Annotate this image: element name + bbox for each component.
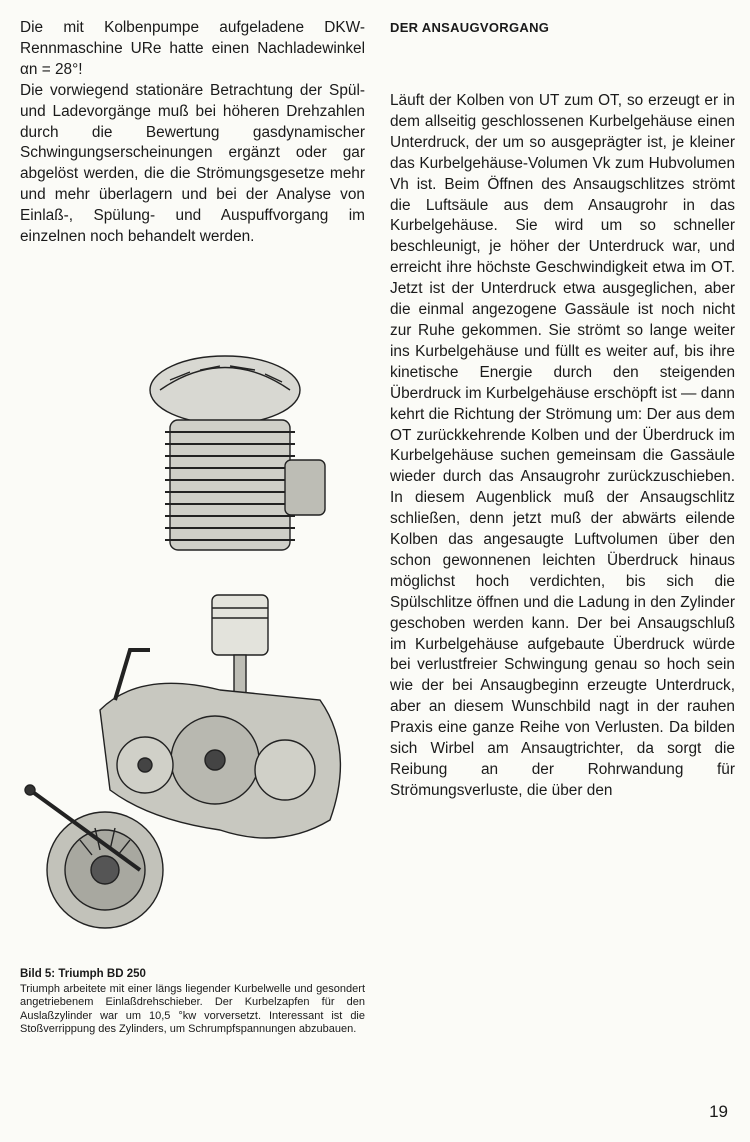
caption-text: Triumph arbeitete mit einer längs liegender Kurbelwelle und gesondert angetriebenem Einlaßdrehschieber. Der Kurbelzapfen für den Auslaßzylinder war um 10,5 °kw vorversetzt. Interessant ist die Stoßverrippung des Zylinders, um Schrumpfspannungen abzubauen. <box>20 983 365 1035</box>
page-number: 19 <box>709 1102 728 1121</box>
intake-paragraph: Läuft der Kolben von UT zum OT, so erzeugt er in dem allseitig geschlossenen Kurbelgehäuse einen Unterdruck, der um so ausgeprägter ist, je kleiner das Kurbelgehäuse-Volumen Vk zum Hubvolumen Vh ist. Beim Öffnen des Ansaugschlitzes strömt die Luftsäule aus dem Ansaugrohr in das Kurbelgehäuse. Sie wird um so schneller beschleunigt, je höher der Unterdruck war, und erreicht ihre höchste Geschwindigkeit etwa im OT. Jetzt ist der Unterdruck etwa ausgeglichen, aber die einmal angezogene Gassäule ist noch nicht zur Ruhe gekommen. Sie strömt so lange weiter ins Kurbelgehäuse und füllt es weiter auf, bis ihre kinetische Energie durch den steigenden Überdruck im Kurbelgehäuse erschöpft ist — dann kehrt die Richtung der Strömung um: Der aus dem OT zurückkehrende Kolben und der Überdruck im Kurbelgehäuse suchen gemeinsam die Gassäule wieder durch das Ansaugrohr zurückzuschieben. In diesem Augenblick muß der Ansaugschlitz schließen, denn jetzt muß der abwärts eilende Kolben das angesaugte Luftvolumen über den schon gewonnenen leichten Überdruck hinaus möglichst hoch verdichten, bis sich die Spülschlitze öffnen und die Ladung in den Zylinder geschoben werden kann. Der bei Ansaugschluß im Kurbelgehäuse aufgebaute Überdruck würde bei verlustfreier Schwingung genau so hoch sein wie der bei Ansaugbeginn erzeugte Unterdruck, aber an diesem Wunschbild nagt in der rauhen Praxis eine ganze Reihe von Verlusten. Da bilden sich Wirbel am Ansaugtrichter, da sorgt die Reibung an der Rohrwandung für Strömungsverluste, die über den <box>390 92 735 799</box>
second-paragraph: Die vorwiegend stationäre Betrachtung der Spül- und Ladevorgänge muß bei höheren Drehzahlen durch die Bewertung gasdynamischer Schwingungserscheinungen ergänzt oder gar abgelöst werden, die die Strömungsgesetze mehr und mehr überlagern und bei der Analyse von Einlaß-, Spülung- und Auspuffvorgang im einzelnen noch behandelt werden. <box>20 81 365 246</box>
left-column <box>20 18 365 248</box>
caption-title: Bild 5: Triumph BD 250 <box>20 968 146 980</box>
right-column <box>390 18 735 802</box>
intro-paragraph: Die mit Kolbenpumpe aufgeladene DKW-Rennmaschine URe hatte einen Nachladewinkel αn = 28°! <box>20 19 365 78</box>
figure-caption <box>20 968 365 1036</box>
flywheel <box>47 812 163 928</box>
engine-exploded-illustration <box>20 350 360 950</box>
finned-cylinder <box>165 420 325 550</box>
section-heading: DER ANSAUGVORGANG <box>390 20 550 35</box>
cylinder-head <box>150 356 300 424</box>
crankcase <box>100 683 340 838</box>
